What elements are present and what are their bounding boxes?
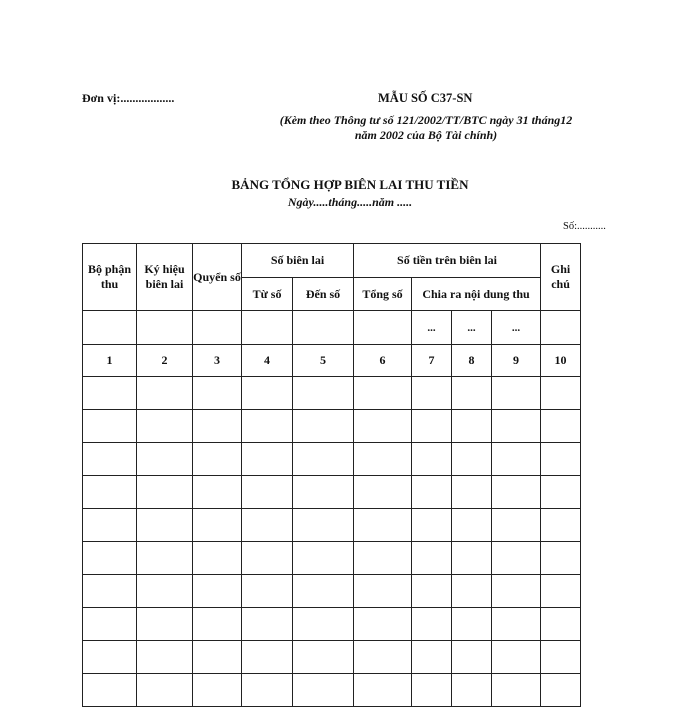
table-cell <box>492 410 541 443</box>
form-code: MẪU SỐ C37-SN <box>378 91 473 105</box>
table-cell <box>492 542 541 575</box>
table-cell <box>193 410 242 443</box>
table-cell <box>242 641 293 674</box>
table-cell <box>354 509 412 542</box>
table-cell <box>242 608 293 641</box>
table-cell <box>193 674 242 707</box>
document-title: BẢNG TỔNG HỢP BIÊN LAI THU TIỀN <box>231 177 469 192</box>
table-cell <box>354 443 412 476</box>
table-cell <box>137 674 193 707</box>
table-cell <box>242 542 293 575</box>
header-to-no: Đến số <box>293 278 354 311</box>
table-cell <box>293 608 354 641</box>
table-cell <box>412 542 452 575</box>
table-cell <box>137 608 193 641</box>
table-cell <box>242 311 293 345</box>
table-cell <box>541 377 581 410</box>
header-dept: Bộ phận thu <box>83 244 137 311</box>
table-cell <box>293 509 354 542</box>
column-number: 7 <box>412 345 452 377</box>
table-cell <box>412 476 452 509</box>
table-cell <box>492 608 541 641</box>
table-cell <box>242 377 293 410</box>
table-cell <box>452 509 492 542</box>
table-row <box>83 542 581 575</box>
unit-label: Đơn vị:.................. <box>82 91 175 105</box>
table-cell <box>452 410 492 443</box>
ellipsis-cell: ... <box>412 311 452 345</box>
ellipsis-cell: ... <box>492 311 541 345</box>
table-cell <box>541 641 581 674</box>
header-book: Quyển số <box>193 244 242 311</box>
table-cell <box>492 575 541 608</box>
table-cell <box>242 443 293 476</box>
table-cell <box>137 542 193 575</box>
table-cell <box>354 311 412 345</box>
column-number: 9 <box>492 345 541 377</box>
table-cell <box>83 641 137 674</box>
table-cell <box>492 674 541 707</box>
table-cell <box>492 641 541 674</box>
table-row <box>83 674 581 707</box>
receipt-summary-table <box>82 243 581 707</box>
table-cell <box>452 476 492 509</box>
table-cell <box>452 608 492 641</box>
table-cell <box>293 575 354 608</box>
table-cell <box>83 476 137 509</box>
table-cell <box>452 377 492 410</box>
table-row <box>83 476 581 509</box>
table-cell <box>193 542 242 575</box>
table-cell <box>354 608 412 641</box>
table-cell <box>354 377 412 410</box>
table-cell <box>193 509 242 542</box>
table-cell <box>242 476 293 509</box>
column-number: 3 <box>193 345 242 377</box>
table-cell <box>412 641 452 674</box>
ellipsis-cell: ... <box>452 311 492 345</box>
table-cell <box>412 608 452 641</box>
table-cell <box>354 575 412 608</box>
table-cell <box>137 476 193 509</box>
table-cell <box>492 377 541 410</box>
header-breakdown: Chia ra nội dung thu <box>412 278 541 311</box>
column-number: 5 <box>293 345 354 377</box>
table-cell <box>541 509 581 542</box>
column-number: 10 <box>541 345 581 377</box>
table-cell <box>137 641 193 674</box>
column-number: 2 <box>137 345 193 377</box>
table-cell <box>492 476 541 509</box>
table-cell <box>137 311 193 345</box>
table-cell <box>541 443 581 476</box>
table-cell <box>412 575 452 608</box>
table-cell <box>354 542 412 575</box>
table-row <box>83 509 581 542</box>
table-cell <box>193 476 242 509</box>
table-row <box>83 641 581 674</box>
table-cell <box>293 674 354 707</box>
table-cell <box>492 443 541 476</box>
table-cell <box>137 509 193 542</box>
table-cell <box>293 443 354 476</box>
header-note: Ghi chú <box>541 244 581 311</box>
table-cell <box>137 443 193 476</box>
table-cell <box>293 542 354 575</box>
table-cell <box>242 509 293 542</box>
table-cell <box>83 608 137 641</box>
header-receipt-no: Số biên lai <box>242 244 354 278</box>
table-cell <box>193 311 242 345</box>
table-cell <box>293 311 354 345</box>
table-cell <box>354 476 412 509</box>
table-cell <box>137 575 193 608</box>
table-cell <box>83 377 137 410</box>
table-cell <box>452 443 492 476</box>
table-cell <box>541 476 581 509</box>
table-cell <box>193 608 242 641</box>
table-cell <box>242 674 293 707</box>
table-cell <box>412 674 452 707</box>
table-row <box>83 575 581 608</box>
table-cell <box>293 377 354 410</box>
table-row <box>83 377 581 410</box>
table-cell <box>412 509 452 542</box>
table-cell <box>293 476 354 509</box>
header-from-no: Từ số <box>242 278 293 311</box>
table-cell <box>452 674 492 707</box>
table-cell <box>293 641 354 674</box>
table-cell <box>492 509 541 542</box>
table-cell <box>193 443 242 476</box>
header-symbol: Ký hiệu biên lai <box>137 244 193 311</box>
column-number: 1 <box>83 345 137 377</box>
table-cell <box>242 410 293 443</box>
table-cell <box>354 641 412 674</box>
table-row <box>83 443 581 476</box>
table-cell <box>452 641 492 674</box>
table-cell <box>541 608 581 641</box>
table-cell <box>541 542 581 575</box>
column-number: 6 <box>354 345 412 377</box>
table-cell <box>193 377 242 410</box>
table-cell <box>412 410 452 443</box>
table-cell <box>452 542 492 575</box>
table-cell <box>541 410 581 443</box>
table-cell <box>354 674 412 707</box>
table-cell <box>293 410 354 443</box>
table-row <box>83 410 581 443</box>
header-amount: Số tiền trên biên lai <box>354 244 541 278</box>
table-cell <box>412 443 452 476</box>
table-cell <box>83 443 137 476</box>
form-reference: (Kèm theo Thông tư số 121/2002/TT/BTC ngày 31 tháng12 năm 2002 của Bộ Tài chính) <box>279 113 573 142</box>
table-cell <box>354 410 412 443</box>
table-cell <box>83 311 137 345</box>
column-number: 8 <box>452 345 492 377</box>
column-number: 4 <box>242 345 293 377</box>
table-cell <box>242 575 293 608</box>
document-number: Số:........... <box>563 221 606 232</box>
table-cell <box>541 311 581 345</box>
table-cell <box>83 674 137 707</box>
table-row <box>83 608 581 641</box>
table-cell <box>452 575 492 608</box>
table-cell <box>83 542 137 575</box>
table-cell <box>193 575 242 608</box>
table-cell <box>412 377 452 410</box>
table-cell <box>137 377 193 410</box>
table-cell <box>83 509 137 542</box>
table-cell <box>541 575 581 608</box>
document-date: Ngày.....tháng.....năm ..... <box>287 195 413 209</box>
table-cell <box>193 641 242 674</box>
header-total: Tổng số <box>354 278 412 311</box>
table-cell <box>83 575 137 608</box>
table-cell <box>83 410 137 443</box>
table-cell <box>137 410 193 443</box>
table-cell <box>541 674 581 707</box>
